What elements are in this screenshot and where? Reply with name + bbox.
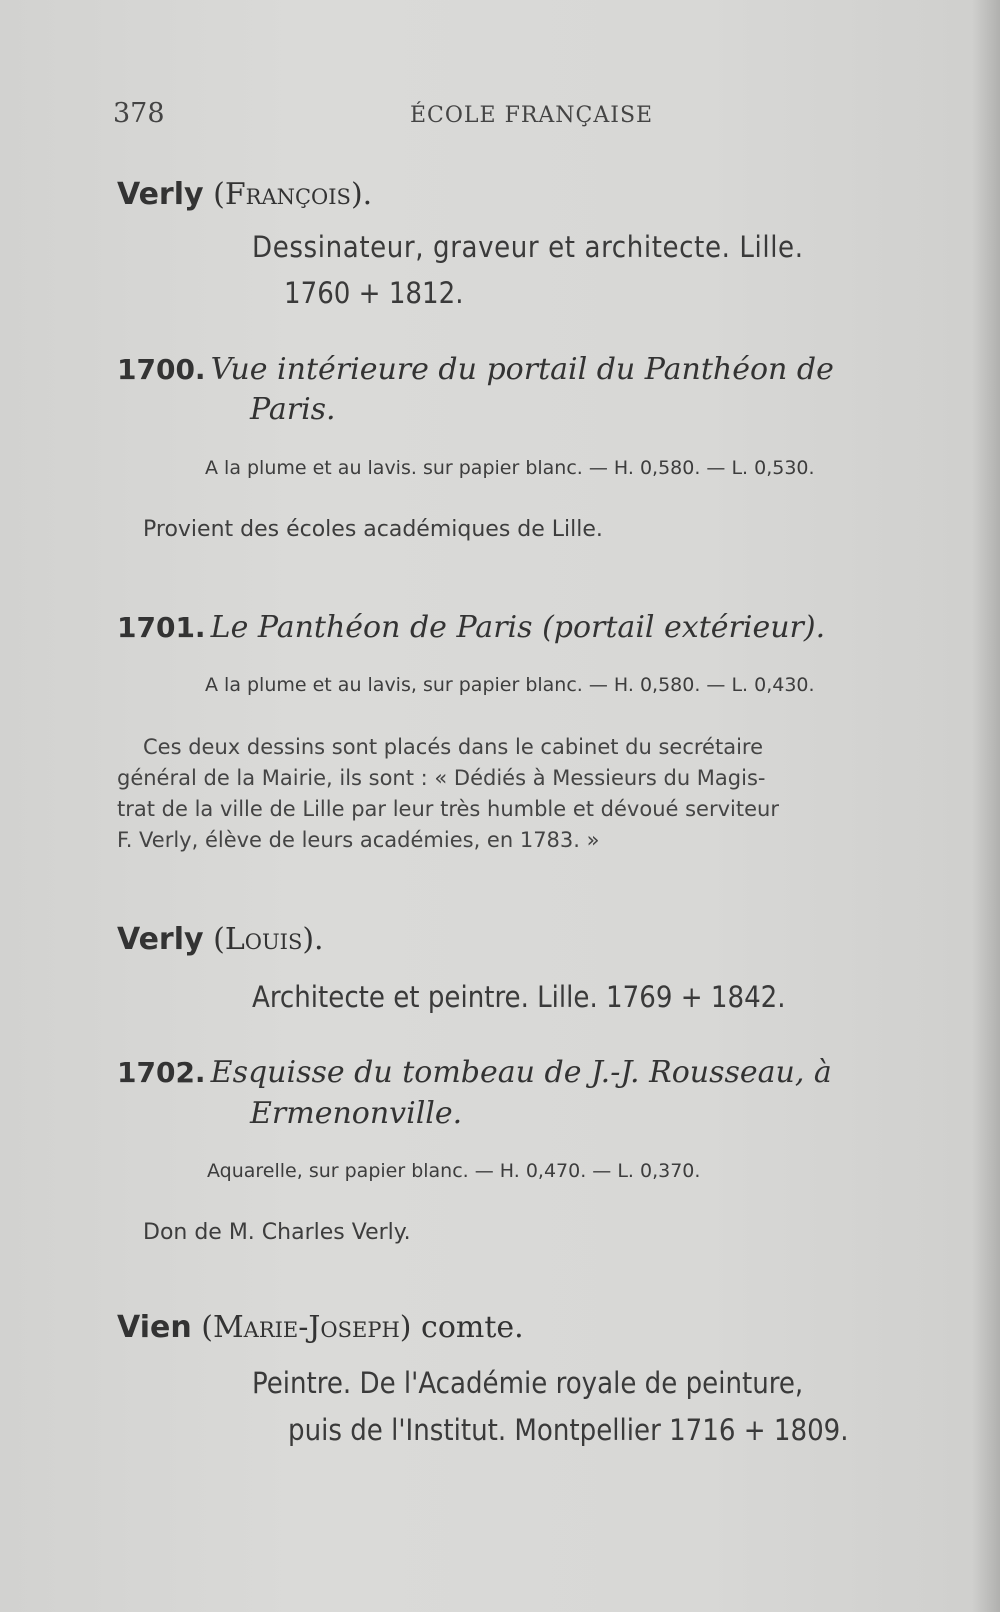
catalog-entry-heading bbox=[117, 610, 825, 645]
catalog-entry-heading bbox=[117, 1055, 832, 1090]
entry-title: Vue intérieure du portail du Panthéon de bbox=[210, 352, 834, 387]
catalog-entry-heading bbox=[117, 352, 834, 387]
artist-bio-line: 1760 + 1812. bbox=[284, 276, 464, 310]
entry-medium: A la plume et au lavis, sur papier blanc. — H. 0,580. — L. 0,430. bbox=[205, 674, 815, 696]
artist-title-suffix: comte. bbox=[421, 1310, 524, 1345]
entry-note-line: général de la Mairie, ils sont : « Dédiés à Messieurs du Magis- bbox=[117, 766, 766, 790]
entry-title-continued: Ermenonville. bbox=[250, 1096, 463, 1131]
entry-title-continued: Paris. bbox=[250, 392, 336, 427]
page-gutter-shadow bbox=[972, 0, 1000, 1612]
running-title: ÉCOLE FRANÇAISE bbox=[410, 103, 654, 128]
artist-heading: Vien (Marie-Joseph) comte. bbox=[117, 1310, 524, 1345]
entry-title: Le Panthéon de Paris (portail extérieur). bbox=[210, 610, 826, 645]
artist-bio-line: Architecte et peintre. Lille. 1769 + 1842. bbox=[252, 980, 786, 1014]
entry-provenance: Don de M. Charles Verly. bbox=[143, 1220, 411, 1245]
page-number: 378 bbox=[113, 98, 165, 129]
artist-bio-line: Peintre. De l'Académie royale de peinture, bbox=[252, 1366, 804, 1400]
artist-forename: Marie-Joseph bbox=[212, 1310, 400, 1345]
entry-provenance: Provient des écoles académiques de Lille. bbox=[143, 517, 603, 542]
entry-title: Esquisse du tombeau de J.-J. Rousseau, à bbox=[210, 1055, 832, 1090]
artist-heading: Verly (Louis). bbox=[117, 922, 324, 957]
artist-forename: Louis bbox=[224, 922, 303, 957]
artist-heading: Verly (François). bbox=[117, 177, 373, 212]
artist-surname: Vien bbox=[117, 1310, 192, 1345]
entry-number: 1702. bbox=[117, 1056, 206, 1089]
entry-number: 1701. bbox=[117, 611, 206, 644]
entry-medium: Aquarelle, sur papier blanc. — H. 0,470. — L. 0,370. bbox=[207, 1160, 701, 1182]
entry-medium: A la plume et au lavis. sur papier blanc. — H. 0,580. — L. 0,530. bbox=[205, 457, 815, 479]
entry-number: 1700. bbox=[117, 353, 206, 386]
artist-surname: Verly bbox=[117, 177, 204, 212]
entry-note-line: Ces deux dessins sont placés dans le cabinet du secrétaire bbox=[143, 735, 763, 759]
artist-forename: François bbox=[224, 177, 351, 212]
artist-bio-line: puis de l'Institut. Montpellier 1716 + 1809. bbox=[288, 1413, 849, 1447]
artist-surname: Verly bbox=[117, 922, 204, 957]
artist-bio-line: Dessinateur, graveur et architecte. Lille. bbox=[252, 230, 804, 264]
entry-note-line: F. Verly, élève de leurs académies, en 1783. » bbox=[117, 828, 600, 852]
entry-note-line: trat de la ville de Lille par leur très humble et dévoué serviteur bbox=[117, 797, 779, 821]
